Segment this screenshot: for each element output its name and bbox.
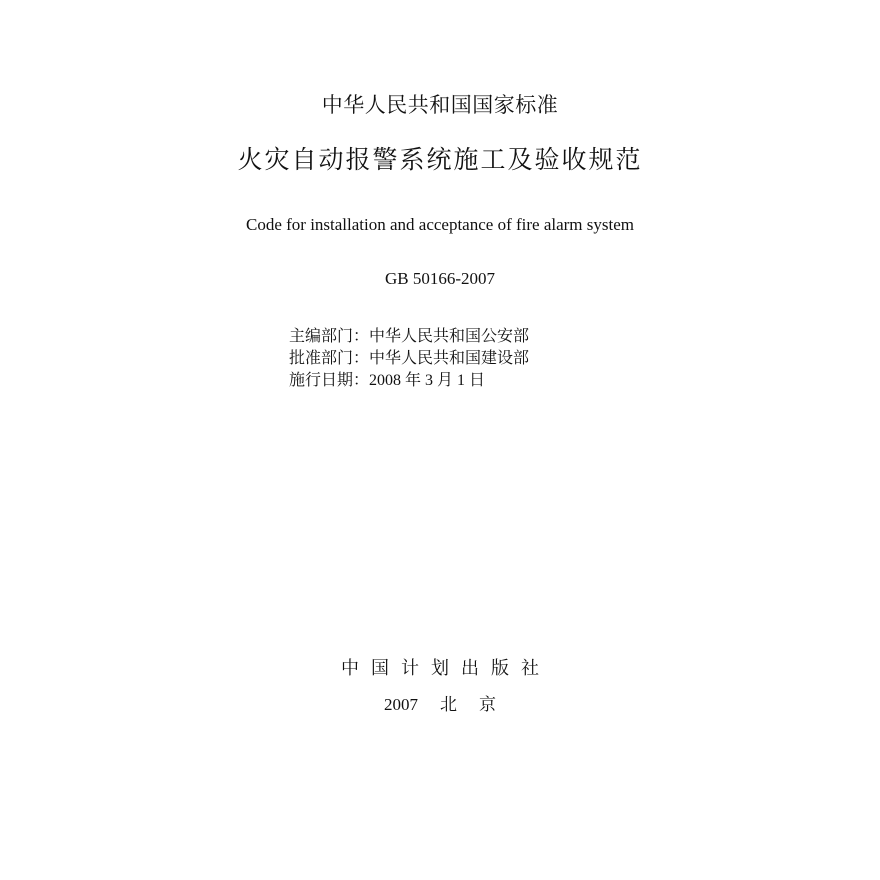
meta-value: 2008 年 3 月 1 日 bbox=[369, 372, 486, 389]
document-title: 火灾自动报警系统施工及验收规范 bbox=[237, 145, 643, 174]
imprint-year: 2007 bbox=[384, 695, 418, 714]
english-title: Code for installation and acceptance of fire alarm system bbox=[245, 215, 634, 234]
imprint-line bbox=[0, 692, 880, 718]
imprint-city-second-char: 京 bbox=[479, 695, 496, 714]
standard-heading: 中华人民共和国国家标准 bbox=[321, 93, 559, 117]
imprint-city-first-char: 北 bbox=[440, 695, 457, 714]
meta-row-editor bbox=[289, 326, 529, 348]
meta-label: 施行日期： bbox=[289, 372, 370, 389]
publisher-name: 中国计划出版社 bbox=[341, 658, 551, 678]
meta-row-effective-date bbox=[289, 370, 529, 392]
meta-value: 中华人民共和国建设部 bbox=[369, 350, 530, 367]
standard-code: GB 50166-2007 bbox=[384, 269, 496, 288]
meta-label: 批准部门： bbox=[289, 350, 370, 367]
meta-label: 主编部门： bbox=[289, 328, 370, 345]
meta-row-approver bbox=[289, 348, 529, 370]
metadata-block bbox=[289, 326, 529, 392]
meta-value: 中华人民共和国公安部 bbox=[369, 328, 530, 345]
